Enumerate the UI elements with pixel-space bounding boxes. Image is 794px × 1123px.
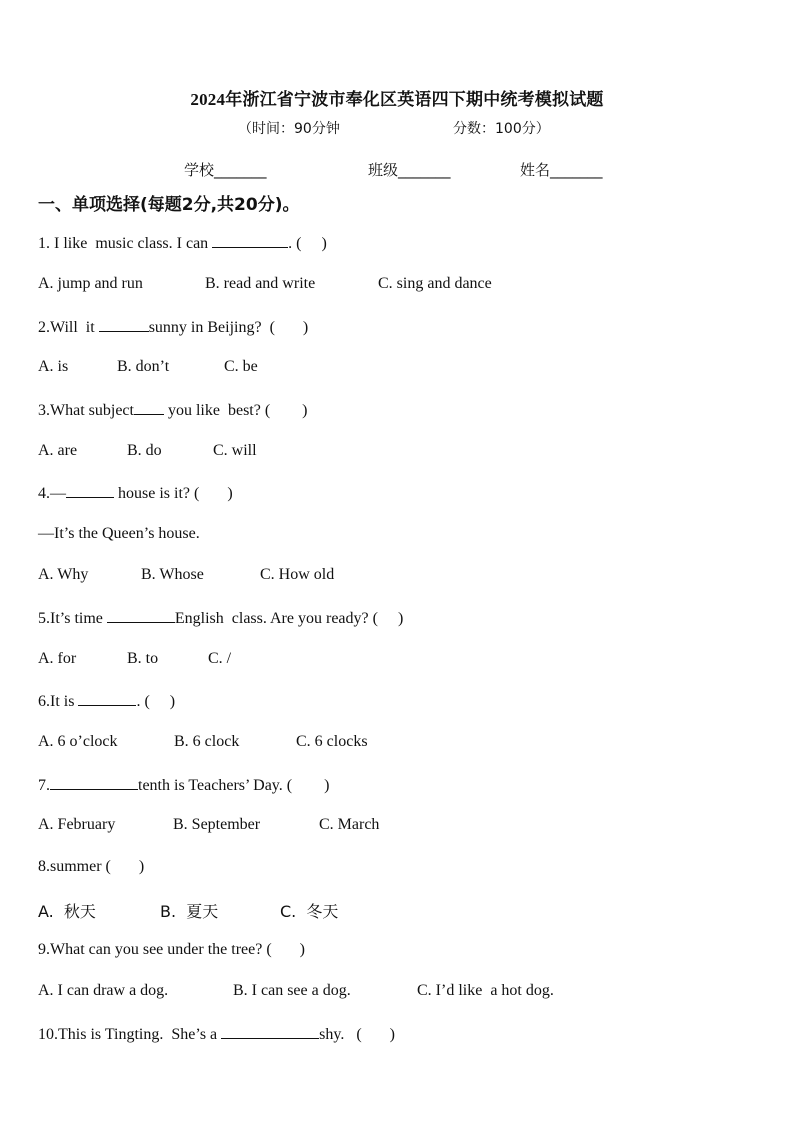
answer-blank[interactable] [50,775,138,790]
option-a[interactable]: A. 秋天 [38,902,96,921]
name-blank: _______ [550,161,603,179]
question-text: . ( ) [136,693,176,710]
option-b[interactable]: B. September [173,816,261,833]
school-field[interactable] [184,159,267,180]
class-label: 班级 [368,161,399,179]
question-4 [38,483,233,503]
answer-blank[interactable] [212,233,288,248]
option-b[interactable]: B. to [127,650,159,667]
question-text: you like best? ( ) [163,402,308,419]
option-b[interactable]: B. 夏天 [160,902,219,921]
option-c[interactable]: C. 6 clocks [296,733,368,750]
question-text: 9.What can you see under the tree? ( ) [38,941,305,958]
option-a[interactable]: A. are [38,442,78,459]
question-4-reply: —It’s the Queen’s house. [38,525,200,542]
question-text: 4.— [38,485,66,502]
answer-blank[interactable] [66,483,114,498]
section-heading: 一、单项选择(每题2分,共20分)。 [38,195,300,215]
option-a[interactable]: A. jump and run [38,275,143,292]
class-field[interactable] [368,159,451,180]
exam-time: （时间：90分钟 [238,121,340,137]
option-c[interactable]: C. 冬天 [280,902,339,921]
question-2 [38,317,308,337]
question-text: tenth is Teachers’ Day. ( ) [138,777,330,794]
question-10 [38,1024,395,1044]
option-b[interactable]: B. read and write [205,275,316,292]
answer-blank[interactable] [107,608,175,623]
question-5 [38,608,403,628]
option-c[interactable]: C. How old [260,566,335,583]
option-b[interactable]: B. do [127,442,162,459]
option-b[interactable]: B. Whose [141,566,204,583]
option-b[interactable]: B. don’t [117,358,170,375]
option-a[interactable]: A. for [38,650,77,667]
option-c[interactable]: C. will [213,442,257,459]
question-9 [38,941,305,959]
question-text: 10.This is Tingting. She’s a [38,1026,222,1043]
question-text: 8.summer ( ) [38,858,145,875]
question-text: sunny in Beijing? ( ) [148,319,309,336]
answer-blank[interactable] [78,691,136,706]
name-label: 姓名 [520,161,551,179]
option-a[interactable]: A. I can draw a dog. [38,982,169,999]
option-a[interactable]: A. February [38,816,116,833]
option-c[interactable]: C. I’d like a hot dog. [417,982,554,999]
school-label: 学校 [184,161,215,179]
option-a[interactable]: A. 6 o’clock [38,733,118,750]
option-c[interactable]: C. March [319,816,380,833]
exam-title: 2024年浙江省宁波市奉化区英语四下期中统考模拟试题 [190,90,604,109]
option-b[interactable]: B. I can see a dog. [233,982,351,999]
question-text: 1. I like music class. I can [38,235,213,252]
option-c[interactable]: C. be [224,358,258,375]
answer-blank[interactable] [221,1024,319,1039]
school-blank: _______ [214,161,267,179]
question-text: 5.It’s time [38,610,107,627]
question-3 [38,400,308,420]
question-6 [38,691,175,711]
answer-blank[interactable] [99,317,149,332]
question-text: 7. [38,777,50,794]
question-7 [38,775,329,795]
option-a[interactable]: A. is [38,358,69,375]
question-text: 3.What subject [38,402,134,419]
class-blank: _______ [398,161,451,179]
question-text: 2.Will it [38,319,99,336]
question-1 [38,233,327,253]
option-c[interactable]: C. sing and dance [378,275,492,292]
question-text: house is it? ( ) [114,485,233,502]
question-text: . ( ) [288,235,327,252]
answer-blank[interactable] [134,400,164,415]
question-text: shy. ( ) [319,1026,395,1043]
name-field[interactable] [520,159,603,180]
question-text: 6.It is [38,693,79,710]
question-8 [38,858,144,876]
option-b[interactable]: B. 6 clock [174,733,240,750]
option-a[interactable]: A. Why [38,566,89,583]
question-text: English class. Are you ready? ( ) [174,610,404,627]
exam-score: 分数：100分） [453,121,550,137]
option-c[interactable]: C. / [208,650,232,667]
